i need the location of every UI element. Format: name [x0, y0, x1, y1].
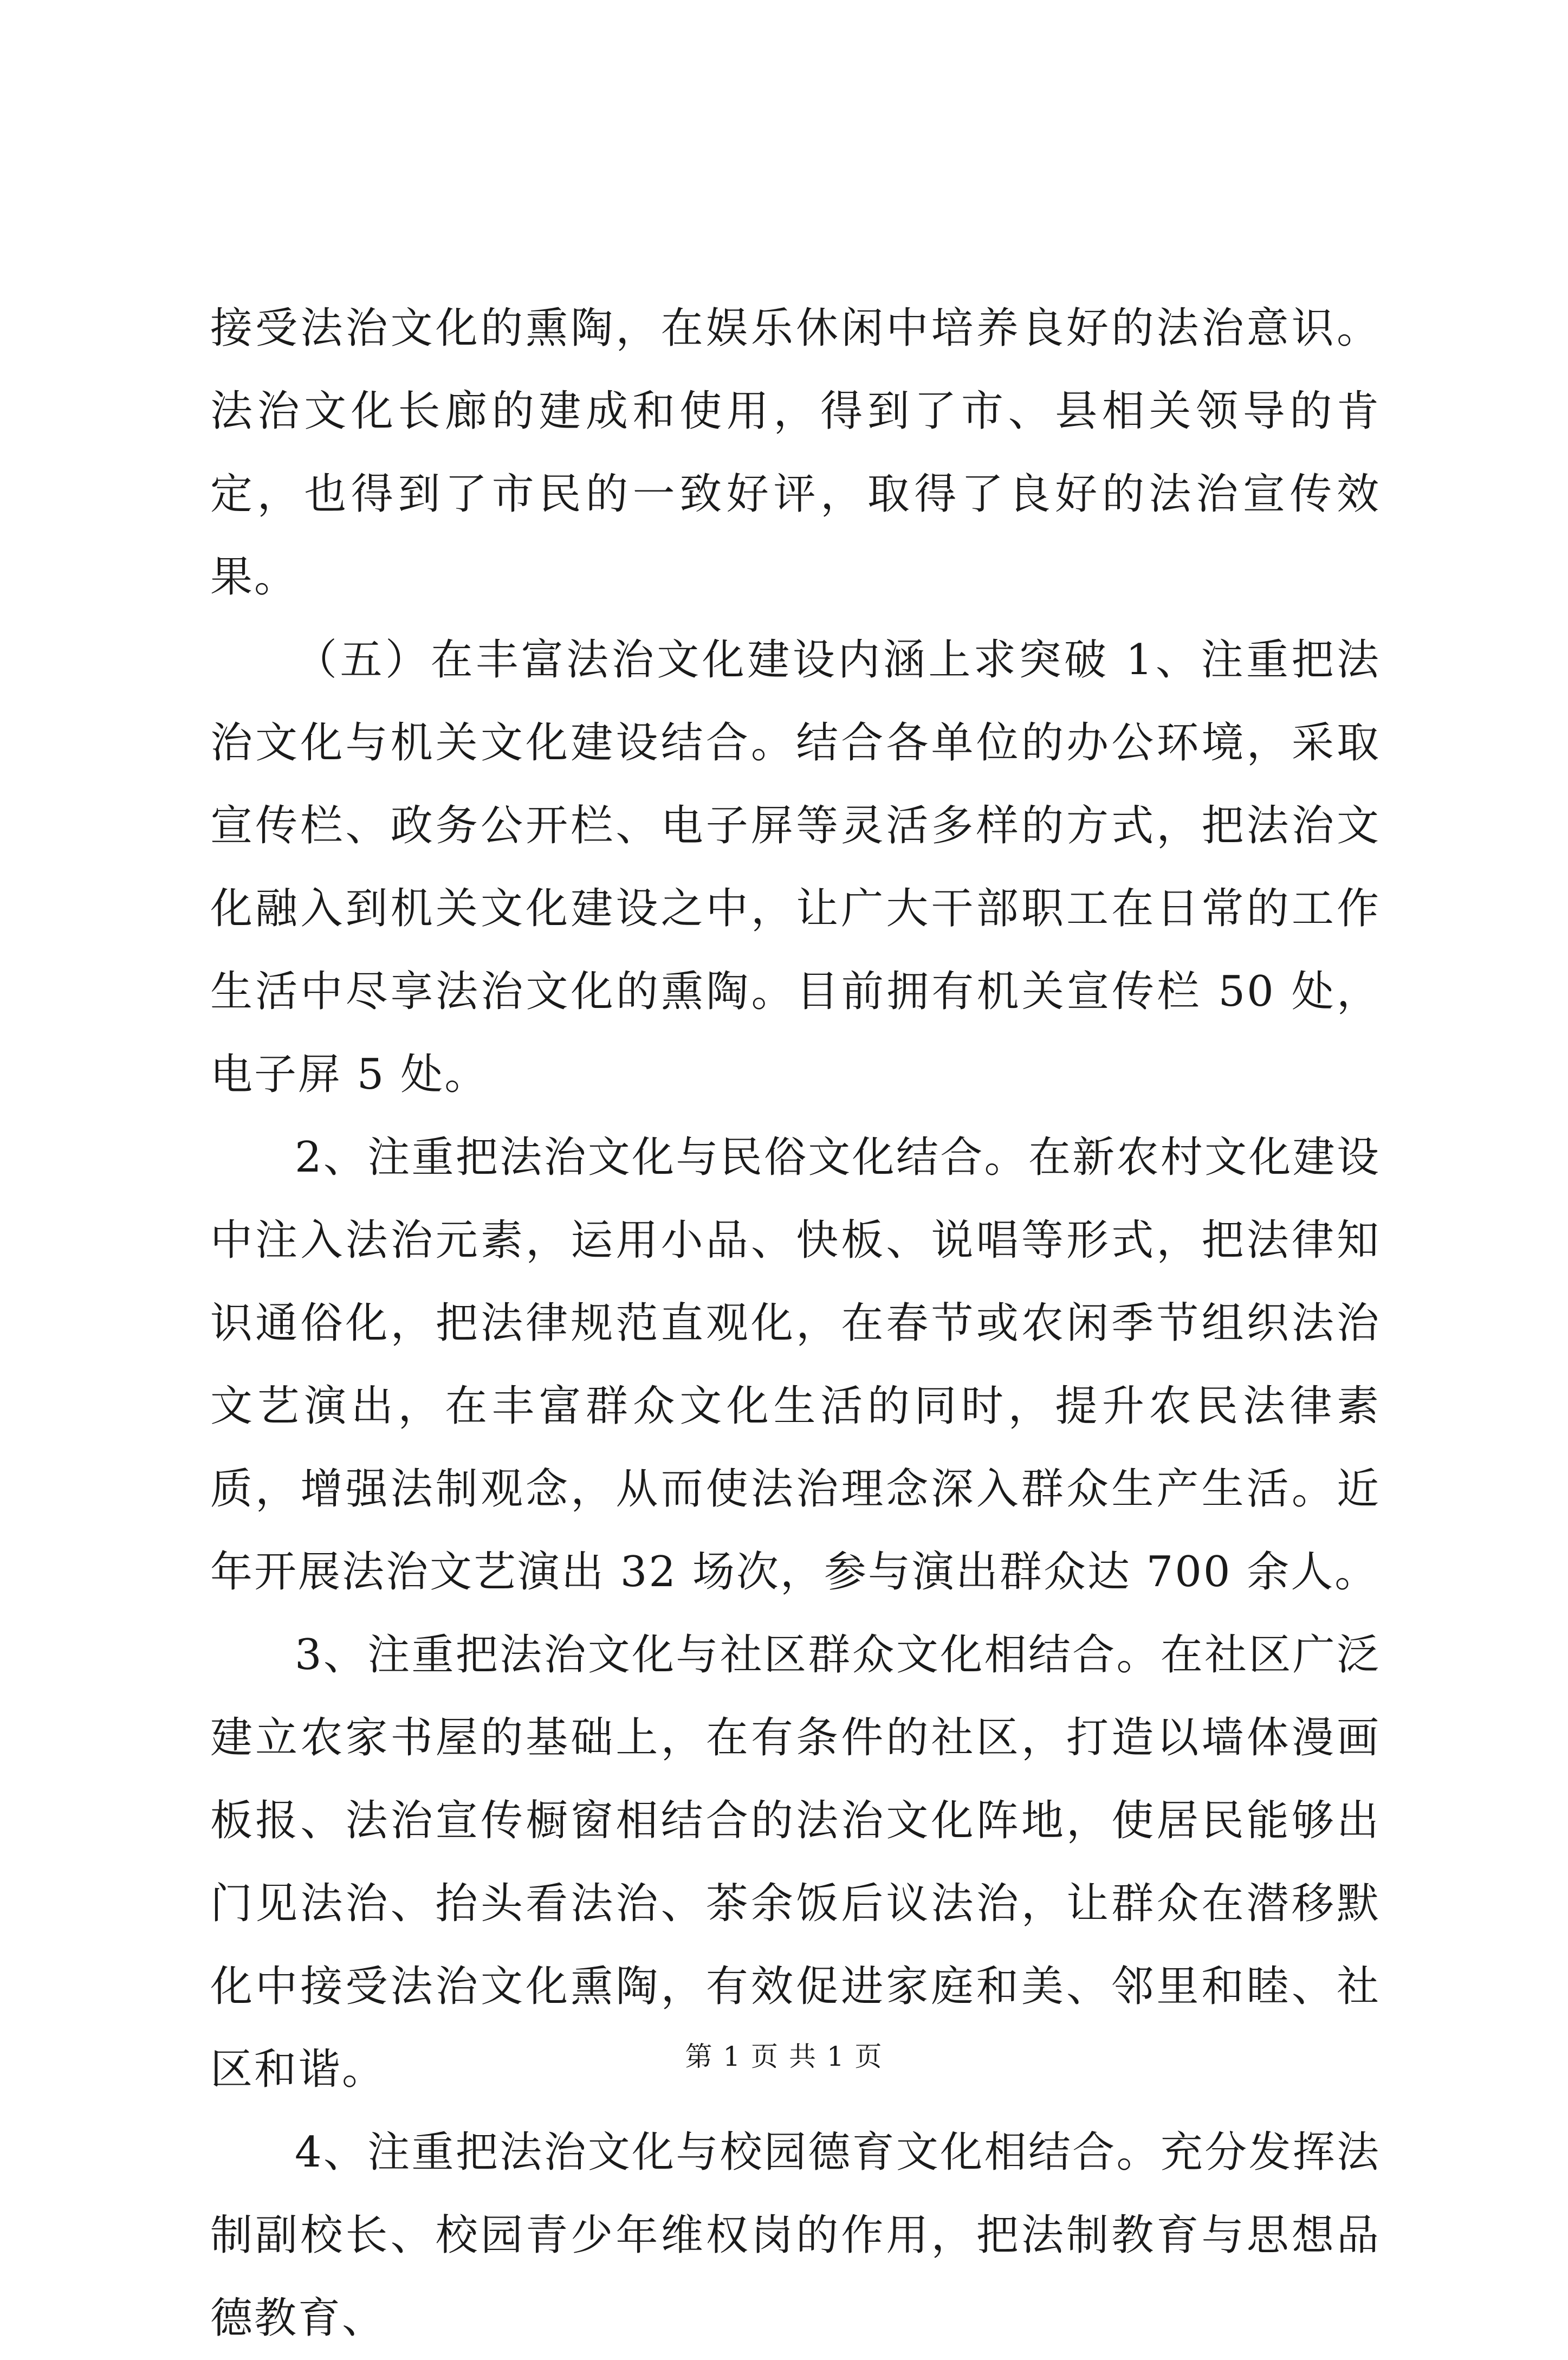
page-footer [0, 2038, 1568, 2075]
paragraph-1: 接受法治文化的熏陶，在娱乐休闲中培养良好的法治意识。法治文化长廊的建成和使用，得到了市、县相关领导的肯定，也得到了市民的一致好评，取得了良好的法治宣传效果。 [210, 304, 1381, 602]
paragraph-2: （五）在丰富法治文化建设内涵上求突破 1、注重把法治文化与机关文化建设结合。结合各单位的办公环境，采取宣传栏、政务公开栏、电子屏等灵活多样的方式，把法治文化融入到机关文化建设之中，让广大干部职工在日常的工作生活中尽享法治文化的熏陶。目前拥有机关宣传栏 50 处，电子屏 5 处。 [210, 636, 1381, 1099]
paragraph-5: 4、注重把法治文化与校园德育文化相结合。充分发挥法制副校长、校园青少年维权岗的作用，把法制教育与思想品德教育、 [210, 2128, 1381, 2343]
paragraph-3: 2、注重把法治文化与民俗文化结合。在新农村文化建设中注入法治元素，运用小品、快板、说唱等形式，把法律知识通俗化，把法律规范直观化，在春节或农闲季节组织法治文艺演出，在丰富群众文化生活的同时，提升农民法律素质，增强法制观念，从而使法治理念深入群众生产生活。近年开展法治文艺演出 32 场次，参与演出群众达 700 余人。 [210, 1133, 1381, 1596]
page-number-label: 第 1 页 共 1 页 [685, 2041, 883, 2072]
paragraph-4: 3、注重把法治文化与社区群众文化相结合。在社区广泛建立农家书屋的基础上，在有条件的社区，打造以墙体漫画板报、法治宣传橱窗相结合的法治文化阵地，使居民能够出门见法治、抬头看法治、茶余饭后议法治，让群众在潜移默化中接受法治文化熏陶，有效促进家庭和美、邻里和睦、社区和谐。 [210, 1631, 1381, 2094]
